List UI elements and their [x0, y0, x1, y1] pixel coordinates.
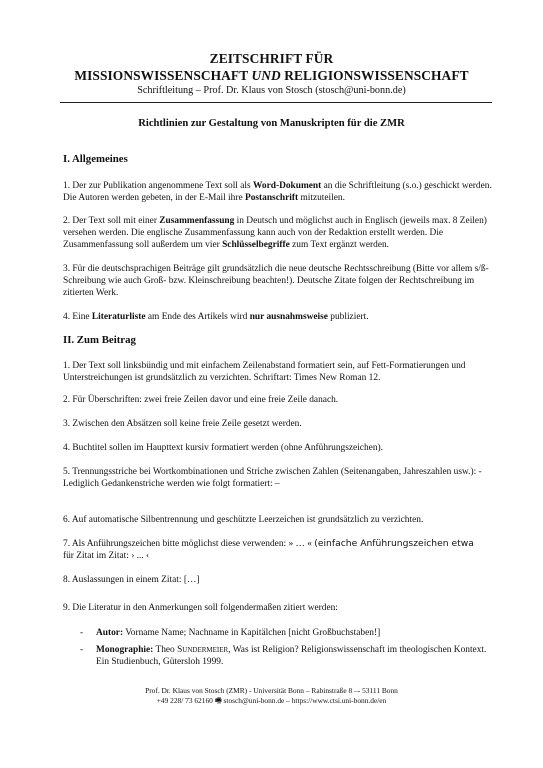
section-heading-allgemeines: I. Allgemeines — [63, 153, 128, 165]
editor-line: Schriftleitung – Prof. Dr. Klaus von Stosch (stosch@uni-bonn.de) — [137, 85, 406, 96]
paragraph-ii-8: 8. Auslassungen in einem Zitat: […] — [63, 575, 200, 585]
paragraph-4: 4. Eine Literaturliste am Ende des Artikels wird nur ausnahmsweise publiziert. — [63, 312, 369, 322]
section-heading-zum-beitrag: II. Zum Beitrag — [63, 334, 136, 346]
paragraph-ii-2: 2. Für Überschriften: zwei freie Zeilen davor und eine freie Zeile danach. — [63, 395, 339, 405]
footer-contact: +49 228/ 73 62160 🖷 stosch@uni-bonn.de – https://www.ctsi.uni-bonn.de/en — [156, 696, 387, 705]
paragraph-ii-3: 3. Zwischen den Absätzen soll keine freie Zeile gesetzt werden. — [63, 419, 302, 429]
paragraph-ii-6: 6. Auf automatische Silbentrennung und geschützte Leerzeichen ist grundsätzlich zu verzichten. — [63, 515, 424, 525]
journal-header — [0, 50, 543, 98]
paragraph-1: 1. Der zur Publikation angenommene Text soll als Word-Dokument an die Schriftleitung (s.o.) geschickt werden. Die Autoren werden gebeten, in der E-Mail ihre Postanschrift mitzuteilen. — [63, 181, 492, 204]
footer-address: Prof. Dr. Klaus von Stosch (ZMR) - Universität Bonn – Rabinstraße 8 –- 53111 Bonn — [145, 686, 398, 695]
paragraph-3: 3. Für die deutschsprachigen Beiträge gilt grundsätzlich die neue deutsche Rechtsschreibung (Bitte vor allem s/ß-Schreibung wie auch Groß- bzw. Kleinschreibung beachten!). Deutsche Zitate folgen der Rechtschreibung im zitierten Werk. — [63, 264, 489, 299]
header-divider — [60, 102, 492, 103]
journal-title-line2: MISSIONSWISSENSCHAFT UND RELIGIONSWISSENSCHAFT — [74, 68, 469, 83]
paragraph-ii-4: 4. Buchtitel sollen im Haupttext kursiv formatiert werden (ohne Anführungszeichen). — [63, 443, 383, 453]
paragraph-ii-9: 9. Die Literatur in den Anmerkungen soll folgendermaßen zitiert werden: — [63, 603, 338, 613]
paragraph-ii-5: 5. Trennungsstriche bei Wortkombinationen und Striche zwischen Zahlen (Seitenangaben, Jahreszahlen usw.): - Lediglich Gedankenstriche werden wie folgt formatiert: – — [63, 467, 482, 490]
paragraph-ii-1: 1. Der Text soll linksbündig und mit einfachem Zeilenabstand formatiert sein, auf Fett-Formatierungen und Unterstreichungen ist grundsätzlich zu verzichten. Schriftart: Times New Roman 12. — [63, 361, 466, 384]
document-title: Richtlinien zur Gestaltung von Manuskripten für die ZMR — [138, 118, 405, 129]
paragraph-ii-7: 7. Als Anführungszeichen bitte möglichst diese verwenden: » … « (einfache Anführungszeichen etwa für Zitat im Zitat: › ... ‹ — [63, 538, 474, 562]
journal-title-line1: ZEITSCHRIFT FÜR — [209, 51, 334, 66]
page-footer — [0, 686, 543, 706]
document-page: ZEITSCHRIFT FÜR MISSIONSWISSENSCHAFT UND RELIGIONSWISSENSCHAFT Schriftleitung – Prof. Dr. Klaus von Stosch (stosch@uni-bonn.de) Richtlinien zur Gestaltung von Manuskripten für die ZMR I. Allgemeines 1. Der zur Publikation angenommene Text soll als Word-Dokument an die Schriftleitung (s.o.) geschickt werden. Die Autoren werden gebeten, in der E-Mail ihre Postanschrift mitzuteilen. 2. Der Text soll mit einer Zusammenfassung in Deutsch und möglichst auch in Englisch (jeweils max. 8 Zeilen) versehen werden. Die englische Zusammenfassung kann auch von der Redaktion erstellt werden. Die Zusammenfassung soll außerdem um vier Schlüsselbegriffe zum Text ergänzt werden. 3. Für die deutschsprachigen Beiträge gilt grundsätzlich die neue deutsche Rechtsschreibung (Bitte vor allem s/ß-Schreibung wie auch Groß- bzw. Kleinschreibung beachten!). Deutsche Zitate folgen der Rechtschreibung im zitierten Werk. 4. Eine Literaturliste am Ende des Artikels wird nur ausnahmsweise publiziert. II. Zum Beitrag 1. Der Text soll linksbündig und mit einfachem Zeilenabstand formatiert sein, auf Fett-Formatierungen und Unterstreichungen ist grundsätzlich zu verzichten. Schriftart: Times New Roman 12. 2. Für Überschriften: zwei freie Zeilen davor und eine freie Zeile danach. 3. Zwischen den Absätzen soll keine freie Zeile gesetzt werden. 4. Buchtitel sollen im Haupttext kursiv formatiert werden (ohne Anführungszeichen). 5. Trennungsstriche bei Wortkombinationen und Striche zwischen Zahlen (Seitenangaben, Jahreszahlen usw.): - Lediglich Gedankenstriche werden wie folgt formatiert: – 6. Auf automatische Silbentrennung und geschützte Leerzeichen ist grundsätzlich zu verzichten. 7. Als Anführungszeichen bitte möglichst diese verwenden: » … « (einfache Anführungszeichen etwa für Zitat im Zitat: › ... ‹ 8. Auslassungen in einem Zitat: […] 9. Die Literatur in den Anmerkungen soll folgendermaßen zitiert werden: - Autor: Vorname Name; Nachname in Kapitälchen [nicht Großbuchstaben!] - Monographie: Theo Sundermeier, Was ist Religion? Religionswissenschaft im theologischen Kontext. Ein Studienbuch, Gütersloh 1999. Prof. Dr. Klaus von Stosch (ZMR) - Universität Bonn – Rabinstraße 8 –- 53111 Bonn +49 228/ 73 62160 🖷 stosch@uni-bonn.de – https://www.ctsi.uni-bonn.de/en — [0, 0, 543, 768]
paragraph-2: 2. Der Text soll mit einer Zusammenfassung in Deutsch und möglichst auch in Englisch (jeweils max. 8 Zeilen) versehen werden. Die englische Zusammenfassung kann auch von der Redaktion erstellt werden. Die Zusammenfassung soll außerdem um vier Schlüsselbegriffe zum Text ergänzt werden. — [63, 216, 487, 251]
